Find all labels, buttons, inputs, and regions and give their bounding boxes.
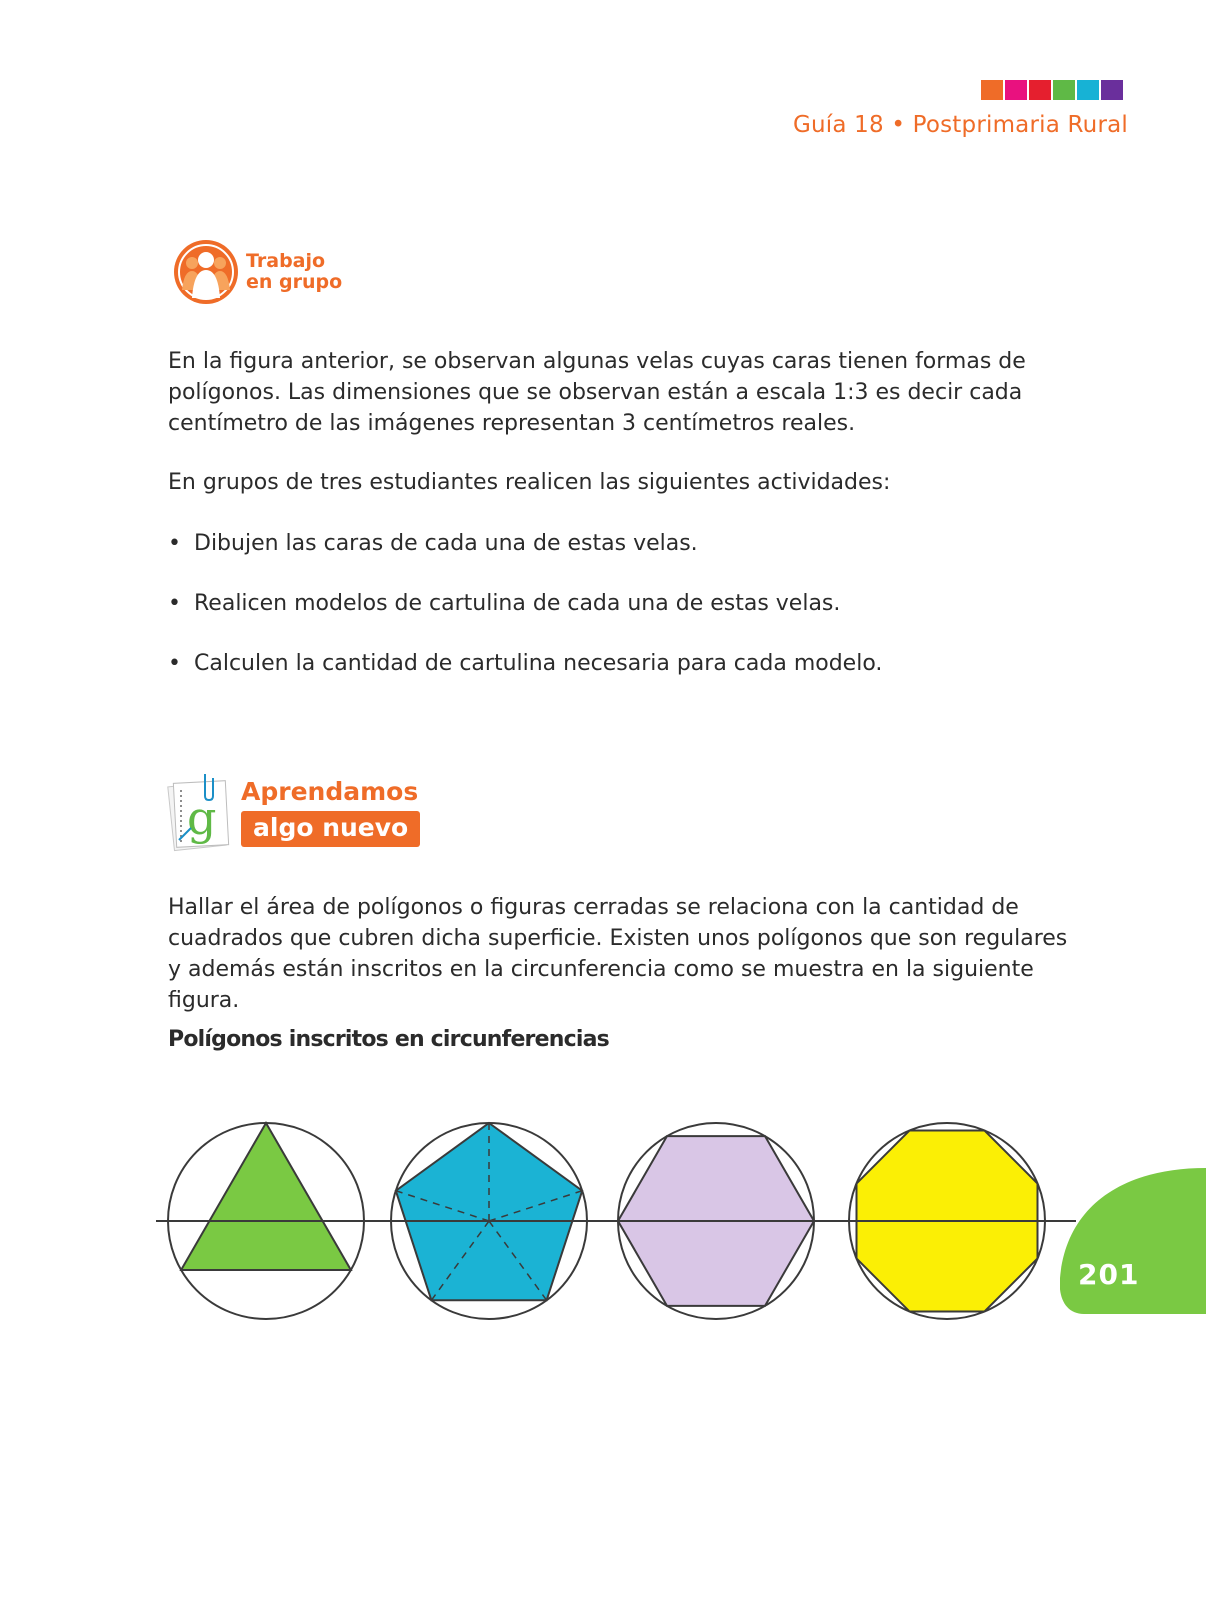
activity-list xyxy=(168,528,1068,708)
activity-text: Realicen modelos de cartulina de cada una de estas velas. xyxy=(194,591,841,616)
guide-header: Guía 18 • Postprimaria Rural xyxy=(792,112,1128,138)
bullet-dot: • xyxy=(168,651,181,676)
page-tab xyxy=(1060,1168,1206,1318)
notebook-clip-icon xyxy=(165,770,235,854)
color-swatch xyxy=(1053,80,1075,100)
color-strip xyxy=(981,80,1123,100)
intro-paragraph: En la figura anterior, se observan algunas velas cuyas caras tienen formas de polígonos. Las dimensiones que se observan están a escala 1:3 es decir cada centímetro de las imágenes representan 3 centímetros reales. xyxy=(168,349,1026,436)
figure-title: Polígonos inscritos en circunferencias xyxy=(168,1027,609,1052)
list-item xyxy=(168,648,1068,679)
group-work-line1: Trabajo xyxy=(246,250,326,272)
color-swatch xyxy=(1101,80,1123,100)
list-item xyxy=(168,588,1068,619)
color-swatch xyxy=(1005,80,1027,100)
triangle-polygon xyxy=(181,1123,351,1270)
explanation-paragraph: Hallar el área de polígonos o figuras cerradas se relaciona con la cantidad de cuadrados que cubren dicha superficie. Existen unos polígonos que son regulares y además están inscritos en la circunferencia como se muestra en la siguiente figura. xyxy=(168,895,1068,1013)
learn-new-title: Aprendamos xyxy=(241,777,419,806)
list-item xyxy=(168,528,1068,559)
group-people-icon xyxy=(172,238,240,306)
activity-text: Dibujen las caras de cada una de estas velas. xyxy=(194,531,698,556)
learn-new-subtitle: algo nuevo xyxy=(241,811,420,847)
color-swatch xyxy=(1029,80,1051,100)
color-swatch xyxy=(1077,80,1099,100)
svg-text:g: g xyxy=(187,791,217,845)
page-number: 201 xyxy=(1078,1258,1140,1291)
group-work-line2: en grupo xyxy=(246,271,343,293)
group-work-badge xyxy=(172,238,342,306)
bullet-dot: • xyxy=(168,591,181,616)
activity-text: Calculen la cantidad de cartulina necesaria para cada modelo. xyxy=(194,651,883,676)
learn-new-badge xyxy=(165,770,420,854)
color-swatch xyxy=(981,80,1003,100)
instruction-text: En grupos de tres estudiantes realicen las siguientes actividades: xyxy=(168,470,891,495)
inscribed-polygons-figure xyxy=(150,1110,1080,1340)
bullet-dot: • xyxy=(168,531,181,556)
